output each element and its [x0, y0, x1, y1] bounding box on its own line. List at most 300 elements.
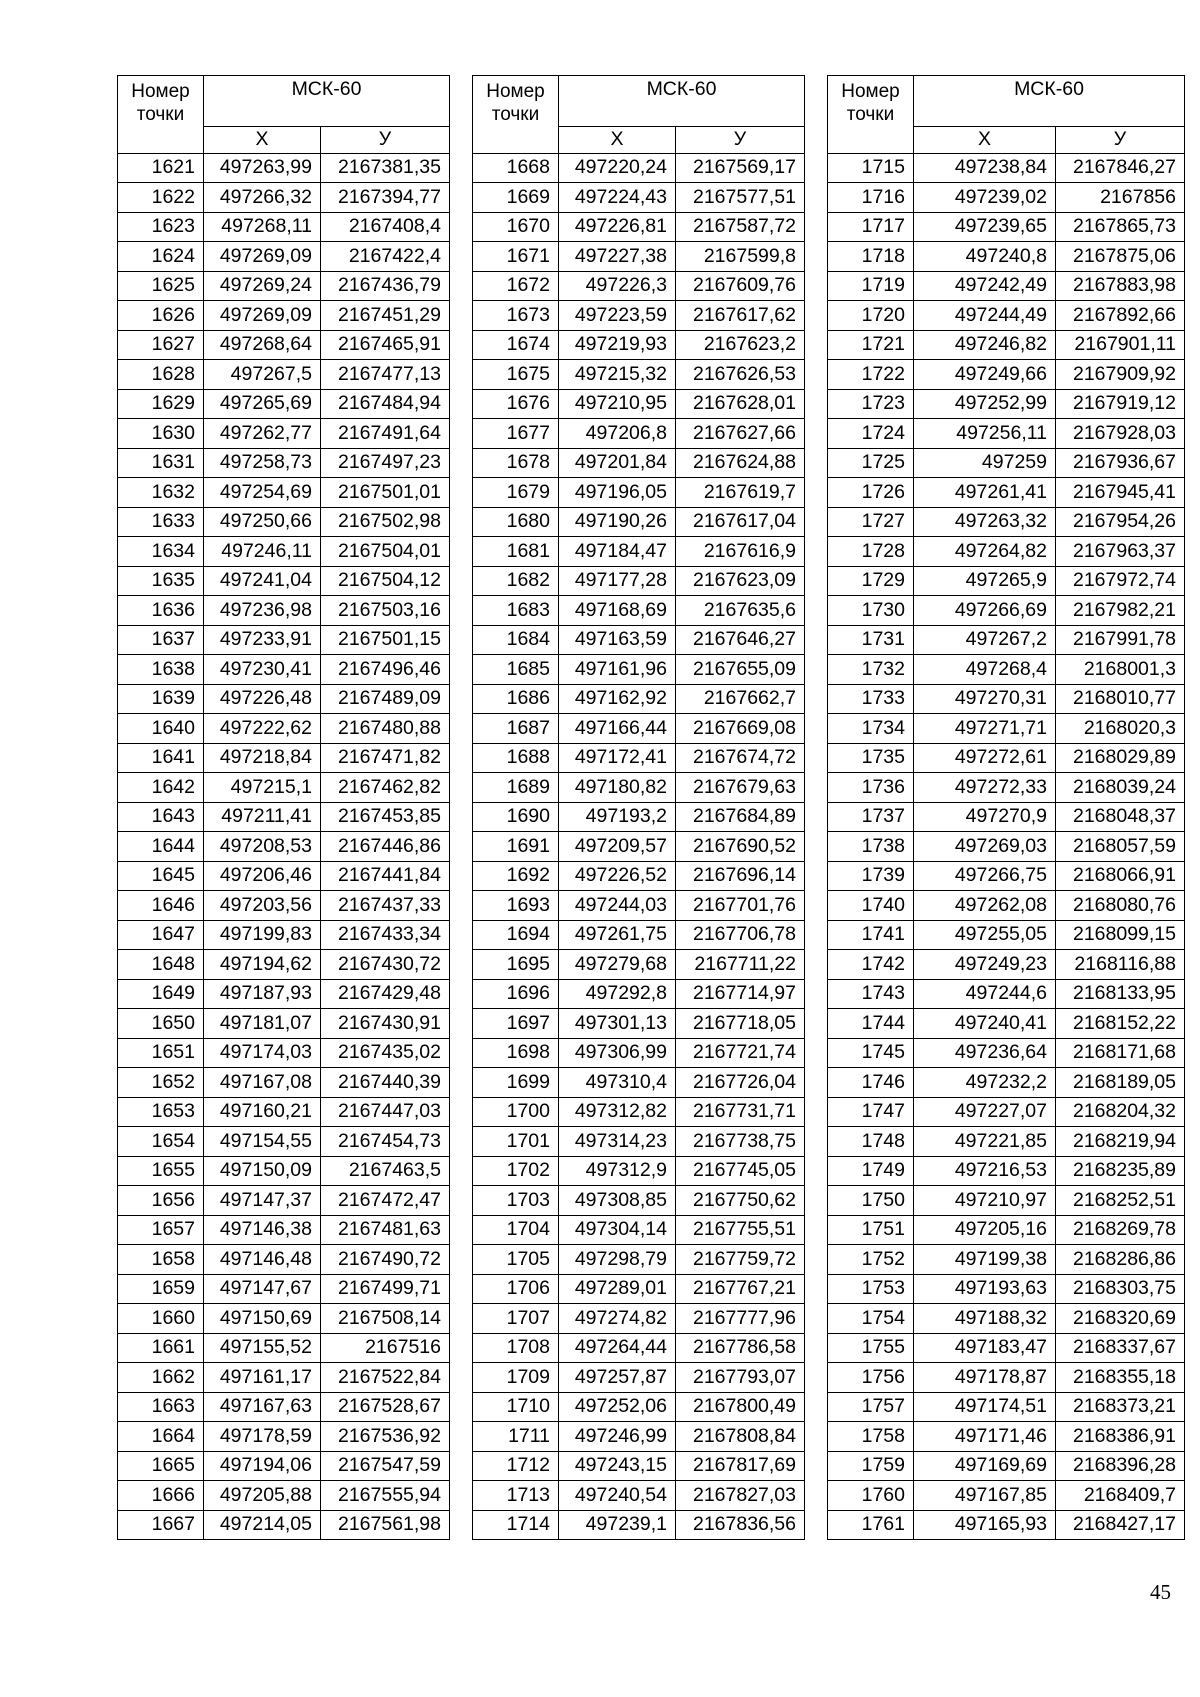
y-coordinate-cell: 2167777,96 [676, 1304, 805, 1334]
table-row [473, 507, 805, 537]
x-coordinate-cell: 497215,32 [559, 360, 676, 390]
y-coordinate-cell: 2167711,22 [676, 950, 805, 980]
point-number-cell: 1753 [828, 1274, 914, 1304]
y-coordinate-cell: 2167435,02 [321, 1038, 450, 1068]
point-number-cell: 1661 [118, 1333, 204, 1363]
y-coordinate-cell: 2167679,63 [676, 773, 805, 803]
x-coordinate-cell: 497240,8 [914, 242, 1056, 272]
x-coordinate-cell: 497178,59 [204, 1422, 321, 1452]
x-coordinate-cell: 497227,38 [559, 242, 676, 272]
table-row [473, 979, 805, 1009]
x-coordinate-cell: 497269,24 [204, 271, 321, 301]
point-number-cell: 1690 [473, 802, 559, 832]
table-row [828, 212, 1185, 242]
point-number-cell: 1638 [118, 655, 204, 685]
x-coordinate-cell: 497304,14 [559, 1215, 676, 1245]
table-row [118, 1097, 450, 1127]
x-coordinate-cell: 497214,05 [204, 1510, 321, 1540]
point-number-cell: 1642 [118, 773, 204, 803]
y-coordinate-cell: 2168010,77 [1056, 684, 1185, 714]
x-coordinate-cell: 497201,84 [559, 448, 676, 478]
y-coordinate-cell: 2168133,95 [1056, 979, 1185, 1009]
x-coordinate-cell: 497215,1 [204, 773, 321, 803]
x-coordinate-cell: 497190,26 [559, 507, 676, 537]
table-row [828, 920, 1185, 950]
y-coordinate-cell: 2167684,89 [676, 802, 805, 832]
table-row [118, 1156, 450, 1186]
x-coordinate-cell: 497205,88 [204, 1481, 321, 1511]
y-coordinate-cell: 2167453,85 [321, 802, 450, 832]
table-row [118, 1068, 450, 1098]
x-coordinate-cell: 497244,03 [559, 891, 676, 921]
point-number-cell: 1699 [473, 1068, 559, 1098]
y-coordinate-cell: 2167555,94 [321, 1481, 450, 1511]
point-number-cell: 1669 [473, 183, 559, 213]
point-number-cell: 1744 [828, 1009, 914, 1039]
y-coordinate-cell: 2167919,12 [1056, 389, 1185, 419]
x-coordinate-cell: 497161,17 [204, 1363, 321, 1393]
table-row [828, 1215, 1185, 1245]
table-row [118, 389, 450, 419]
y-coordinate-cell: 2167587,72 [676, 212, 805, 242]
y-coordinate-cell: 2167429,48 [321, 979, 450, 1009]
x-coordinate-cell: 497242,49 [914, 271, 1056, 301]
y-coordinate-cell: 2168152,22 [1056, 1009, 1185, 1039]
y-coordinate-cell: 2167496,46 [321, 655, 450, 685]
x-coordinate-cell: 497203,56 [204, 891, 321, 921]
point-number-cell: 1623 [118, 212, 204, 242]
x-coordinate-cell: 497165,93 [914, 1510, 1056, 1540]
x-coordinate-cell: 497208,53 [204, 832, 321, 862]
x-coordinate-cell: 497267,5 [204, 360, 321, 390]
point-number-cell: 1622 [118, 183, 204, 213]
y-coordinate-cell: 2167865,73 [1056, 212, 1185, 242]
x-coordinate-cell: 497256,11 [914, 419, 1056, 449]
x-coordinate-cell: 497246,82 [914, 330, 1056, 360]
y-coordinate-cell: 2167626,53 [676, 360, 805, 390]
table-row [828, 861, 1185, 891]
table-row [828, 1363, 1185, 1393]
y-coordinate-cell: 2167767,21 [676, 1274, 805, 1304]
table-row [118, 596, 450, 626]
table-row [828, 537, 1185, 567]
table-row [828, 891, 1185, 921]
point-number-cell: 1691 [473, 832, 559, 862]
point-number-cell: 1641 [118, 743, 204, 773]
point-number-cell: 1715 [828, 153, 914, 183]
y-coordinate-cell: 2167759,72 [676, 1245, 805, 1275]
y-coordinate-cell: 2168427,17 [1056, 1510, 1185, 1540]
table-row [473, 743, 805, 773]
y-coordinate-cell: 2167674,72 [676, 743, 805, 773]
point-number-cell: 1734 [828, 714, 914, 744]
point-number-cell: 1653 [118, 1097, 204, 1127]
point-number-cell: 1754 [828, 1304, 914, 1334]
y-coordinate-cell: 2167617,04 [676, 507, 805, 537]
x-coordinate-cell: 497240,54 [559, 1481, 676, 1511]
y-coordinate-cell: 2168099,15 [1056, 920, 1185, 950]
y-header: У [676, 126, 805, 153]
table-row [118, 566, 450, 596]
table-row [828, 1333, 1185, 1363]
point-number-cell: 1718 [828, 242, 914, 272]
y-coordinate-cell: 2167928,03 [1056, 419, 1185, 449]
table-row [118, 920, 450, 950]
y-coordinate-cell: 2168320,69 [1056, 1304, 1185, 1334]
y-coordinate-cell: 2167441,84 [321, 861, 450, 891]
x-coordinate-cell: 497233,91 [204, 625, 321, 655]
point-number-cell: 1712 [473, 1451, 559, 1481]
table-row [473, 773, 805, 803]
y-coordinate-cell: 2167490,72 [321, 1245, 450, 1275]
x-coordinate-cell: 497221,85 [914, 1127, 1056, 1157]
point-number-cell: 1755 [828, 1333, 914, 1363]
point-number-cell: 1625 [118, 271, 204, 301]
table-row [473, 655, 805, 685]
x-header: X [204, 126, 321, 153]
table-row [828, 714, 1185, 744]
table-row [473, 1304, 805, 1334]
x-coordinate-cell: 497147,37 [204, 1186, 321, 1216]
x-coordinate-cell: 497146,48 [204, 1245, 321, 1275]
point-number-cell: 1707 [473, 1304, 559, 1334]
y-coordinate-cell: 2167714,97 [676, 979, 805, 1009]
y-coordinate-cell: 2167446,86 [321, 832, 450, 862]
point-number-cell: 1702 [473, 1156, 559, 1186]
x-coordinate-cell: 497258,73 [204, 448, 321, 478]
table-row [118, 1215, 450, 1245]
x-coordinate-cell: 497264,82 [914, 537, 1056, 567]
table-row [828, 271, 1185, 301]
table-row [473, 389, 805, 419]
y-coordinate-cell: 2168355,18 [1056, 1363, 1185, 1393]
x-coordinate-cell: 497264,44 [559, 1333, 676, 1363]
table-row [828, 153, 1185, 183]
point-number-cell: 1672 [473, 271, 559, 301]
x-coordinate-cell: 497274,82 [559, 1304, 676, 1334]
point-number-cell: 1628 [118, 360, 204, 390]
table-row [118, 330, 450, 360]
y-coordinate-cell: 2167481,63 [321, 1215, 450, 1245]
table-row [473, 1186, 805, 1216]
y-coordinate-cell: 2167503,16 [321, 596, 450, 626]
table-row [118, 979, 450, 1009]
point-number-cell: 1640 [118, 714, 204, 744]
point-number-cell: 1626 [118, 301, 204, 331]
table-row [828, 655, 1185, 685]
y-coordinate-cell: 2167381,35 [321, 153, 450, 183]
y-coordinate-cell: 2168269,78 [1056, 1215, 1185, 1245]
y-coordinate-cell: 2167462,82 [321, 773, 450, 803]
y-coordinate-cell: 2167646,27 [676, 625, 805, 655]
point-number-cell: 1676 [473, 389, 559, 419]
point-number-header-continued [828, 126, 914, 153]
table-row [473, 419, 805, 449]
y-coordinate-cell: 2167701,76 [676, 891, 805, 921]
table-row [828, 1451, 1185, 1481]
y-coordinate-cell: 2167745,05 [676, 1156, 805, 1186]
table-row [828, 1127, 1185, 1157]
table-row [118, 1009, 450, 1039]
table-row [828, 743, 1185, 773]
x-coordinate-cell: 497224,43 [559, 183, 676, 213]
x-coordinate-cell: 497205,16 [914, 1215, 1056, 1245]
table-row [473, 566, 805, 596]
y-coordinate-cell: 2168048,37 [1056, 802, 1185, 832]
coordinate-system-header: МСК-60 [204, 76, 450, 127]
point-number-cell: 1673 [473, 301, 559, 331]
point-number-cell: 1760 [828, 1481, 914, 1511]
y-coordinate-cell: 2167569,17 [676, 153, 805, 183]
table-row [118, 153, 450, 183]
y-coordinate-cell: 2168080,76 [1056, 891, 1185, 921]
y-coordinate-cell: 2168066,91 [1056, 861, 1185, 891]
y-coordinate-cell: 2167690,52 [676, 832, 805, 862]
table-row [828, 360, 1185, 390]
point-number-cell: 1630 [118, 419, 204, 449]
table-row [473, 714, 805, 744]
table-row [118, 271, 450, 301]
x-coordinate-cell: 497199,83 [204, 920, 321, 950]
point-number-cell: 1709 [473, 1363, 559, 1393]
point-number-cell: 1633 [118, 507, 204, 537]
x-header: X [559, 126, 676, 153]
point-number-cell: 1756 [828, 1363, 914, 1393]
point-number-cell: 1743 [828, 979, 914, 1009]
point-number-cell: 1681 [473, 537, 559, 567]
x-coordinate-cell: 497270,31 [914, 684, 1056, 714]
y-coordinate-cell: 2167489,09 [321, 684, 450, 714]
table-row [828, 1097, 1185, 1127]
x-coordinate-cell: 497211,41 [204, 802, 321, 832]
table-row [473, 1510, 805, 1540]
y-coordinate-cell: 2167901,11 [1056, 330, 1185, 360]
coordinates-table-1 [117, 75, 450, 1540]
point-number-header: Номер точки [473, 76, 559, 127]
table-row [118, 743, 450, 773]
y-coordinate-cell: 2168057,59 [1056, 832, 1185, 862]
x-coordinate-cell: 497263,99 [204, 153, 321, 183]
y-coordinate-cell: 2167718,05 [676, 1009, 805, 1039]
table-row [473, 360, 805, 390]
y-coordinate-cell: 2167817,69 [676, 1451, 805, 1481]
x-coordinate-cell: 497259 [914, 448, 1056, 478]
table-row [828, 1245, 1185, 1275]
point-number-cell: 1685 [473, 655, 559, 685]
point-number-cell: 1731 [828, 625, 914, 655]
x-coordinate-cell: 497262,77 [204, 419, 321, 449]
x-coordinate-cell: 497308,85 [559, 1186, 676, 1216]
y-coordinate-cell: 2167619,7 [676, 478, 805, 508]
x-coordinate-cell: 497301,13 [559, 1009, 676, 1039]
x-coordinate-cell: 497262,08 [914, 891, 1056, 921]
table-row [118, 537, 450, 567]
point-number-cell: 1717 [828, 212, 914, 242]
table-row [473, 861, 805, 891]
table-row [828, 1392, 1185, 1422]
point-number-cell: 1727 [828, 507, 914, 537]
point-number-cell: 1751 [828, 1215, 914, 1245]
y-coordinate-cell: 2168116,88 [1056, 950, 1185, 980]
y-coordinate-cell: 2167750,62 [676, 1186, 805, 1216]
table-row [828, 773, 1185, 803]
x-coordinate-cell: 497271,71 [914, 714, 1056, 744]
table-row [118, 448, 450, 478]
x-coordinate-cell: 497206,8 [559, 419, 676, 449]
table-row [828, 1481, 1185, 1511]
y-coordinate-cell: 2167846,27 [1056, 153, 1185, 183]
point-number-cell: 1722 [828, 360, 914, 390]
point-number-cell: 1733 [828, 684, 914, 714]
x-coordinate-cell: 497241,04 [204, 566, 321, 596]
x-coordinate-cell: 497154,55 [204, 1127, 321, 1157]
point-number-cell: 1670 [473, 212, 559, 242]
point-number-cell: 1632 [118, 478, 204, 508]
point-number-cell: 1750 [828, 1186, 914, 1216]
y-coordinate-cell: 2167502,98 [321, 507, 450, 537]
table-row [118, 360, 450, 390]
y-coordinate-cell: 2167617,62 [676, 301, 805, 331]
x-coordinate-cell: 497239,02 [914, 183, 1056, 213]
y-coordinate-cell: 2167963,37 [1056, 537, 1185, 567]
x-coordinate-cell: 497249,66 [914, 360, 1056, 390]
x-coordinate-cell: 497227,07 [914, 1097, 1056, 1127]
point-number-cell: 1648 [118, 950, 204, 980]
x-coordinate-cell: 497222,62 [204, 714, 321, 744]
y-coordinate-cell: 2167577,51 [676, 183, 805, 213]
y-coordinate-cell: 2167945,41 [1056, 478, 1185, 508]
table-row [118, 1245, 450, 1275]
point-number-cell: 1644 [118, 832, 204, 862]
x-coordinate-cell: 497181,07 [204, 1009, 321, 1039]
y-coordinate-cell: 2167731,71 [676, 1097, 805, 1127]
table-row [473, 802, 805, 832]
y-coordinate-cell: 2167635,6 [676, 596, 805, 626]
x-coordinate-cell: 497206,46 [204, 861, 321, 891]
table-row [118, 625, 450, 655]
y-coordinate-cell: 2167536,92 [321, 1422, 450, 1452]
y-coordinate-cell: 2167856 [1056, 183, 1185, 213]
point-number-cell: 1643 [118, 802, 204, 832]
table-row [473, 625, 805, 655]
y-coordinate-cell: 2167623,09 [676, 566, 805, 596]
x-coordinate-cell: 497252,99 [914, 389, 1056, 419]
y-coordinate-cell: 2167499,71 [321, 1274, 450, 1304]
table-row [118, 1481, 450, 1511]
point-number-cell: 1752 [828, 1245, 914, 1275]
table-row [118, 950, 450, 980]
table-row [473, 153, 805, 183]
y-header: У [1056, 126, 1185, 153]
x-coordinate-cell: 497269,09 [204, 242, 321, 272]
x-coordinate-cell: 497194,06 [204, 1451, 321, 1481]
point-number-cell: 1639 [118, 684, 204, 714]
point-number-cell: 1635 [118, 566, 204, 596]
x-coordinate-cell: 497194,62 [204, 950, 321, 980]
table-row [118, 1304, 450, 1334]
y-coordinate-cell: 2167491,64 [321, 419, 450, 449]
point-number-cell: 1710 [473, 1392, 559, 1422]
x-coordinate-cell: 497161,96 [559, 655, 676, 685]
x-coordinate-cell: 497150,09 [204, 1156, 321, 1186]
point-number-cell: 1634 [118, 537, 204, 567]
y-coordinate-cell: 2168252,51 [1056, 1186, 1185, 1216]
x-coordinate-cell: 497236,98 [204, 596, 321, 626]
x-coordinate-cell: 497263,32 [914, 507, 1056, 537]
x-coordinate-cell: 497312,82 [559, 1097, 676, 1127]
y-coordinate-cell: 2167954,26 [1056, 507, 1185, 537]
x-coordinate-cell: 497163,59 [559, 625, 676, 655]
table-row [473, 1068, 805, 1098]
y-coordinate-cell: 2168373,21 [1056, 1392, 1185, 1422]
point-number-cell: 1651 [118, 1038, 204, 1068]
x-coordinate-cell: 497239,65 [914, 212, 1056, 242]
table-row [473, 1274, 805, 1304]
x-coordinate-cell: 497243,15 [559, 1451, 676, 1481]
x-coordinate-cell: 497209,57 [559, 832, 676, 862]
table-row [828, 596, 1185, 626]
table-row [828, 1274, 1185, 1304]
y-coordinate-cell: 2167547,59 [321, 1451, 450, 1481]
y-coordinate-cell: 2168286,86 [1056, 1245, 1185, 1275]
y-coordinate-cell: 2168029,89 [1056, 743, 1185, 773]
table-row [473, 832, 805, 862]
point-number-cell: 1687 [473, 714, 559, 744]
y-coordinate-cell: 2167623,2 [676, 330, 805, 360]
point-number-cell: 1678 [473, 448, 559, 478]
table-row [828, 802, 1185, 832]
y-coordinate-cell: 2168020,3 [1056, 714, 1185, 744]
point-number-cell: 1747 [828, 1097, 914, 1127]
y-coordinate-cell: 2167463,5 [321, 1156, 450, 1186]
table-row [828, 389, 1185, 419]
y-coordinate-cell: 2167808,84 [676, 1422, 805, 1452]
point-number-cell: 1719 [828, 271, 914, 301]
x-coordinate-cell: 497312,9 [559, 1156, 676, 1186]
table-row [118, 507, 450, 537]
table-row [828, 1304, 1185, 1334]
x-coordinate-cell: 497169,69 [914, 1451, 1056, 1481]
table-row [828, 1009, 1185, 1039]
x-coordinate-cell: 497172,41 [559, 743, 676, 773]
point-number-cell: 1694 [473, 920, 559, 950]
y-coordinate-cell: 2167430,91 [321, 1009, 450, 1039]
table-row [473, 950, 805, 980]
x-coordinate-cell: 497171,46 [914, 1422, 1056, 1452]
table-row [828, 950, 1185, 980]
point-number-cell: 1716 [828, 183, 914, 213]
y-coordinate-cell: 2168204,32 [1056, 1097, 1185, 1127]
table-row [118, 1422, 450, 1452]
point-number-cell: 1662 [118, 1363, 204, 1393]
x-coordinate-cell: 497160,21 [204, 1097, 321, 1127]
table-row [828, 832, 1185, 862]
point-number-cell: 1692 [473, 861, 559, 891]
y-coordinate-cell: 2167408,4 [321, 212, 450, 242]
table-row [828, 242, 1185, 272]
x-coordinate-cell: 497232,2 [914, 1068, 1056, 1098]
point-number-cell: 1704 [473, 1215, 559, 1245]
point-number-cell: 1728 [828, 537, 914, 567]
y-coordinate-cell: 2167394,77 [321, 183, 450, 213]
point-number-cell: 1621 [118, 153, 204, 183]
x-coordinate-cell: 497314,23 [559, 1127, 676, 1157]
point-number-cell: 1652 [118, 1068, 204, 1098]
point-number-cell: 1667 [118, 1510, 204, 1540]
y-coordinate-cell: 2167504,01 [321, 537, 450, 567]
x-coordinate-cell: 497193,2 [559, 802, 676, 832]
y-coordinate-cell: 2168396,28 [1056, 1451, 1185, 1481]
